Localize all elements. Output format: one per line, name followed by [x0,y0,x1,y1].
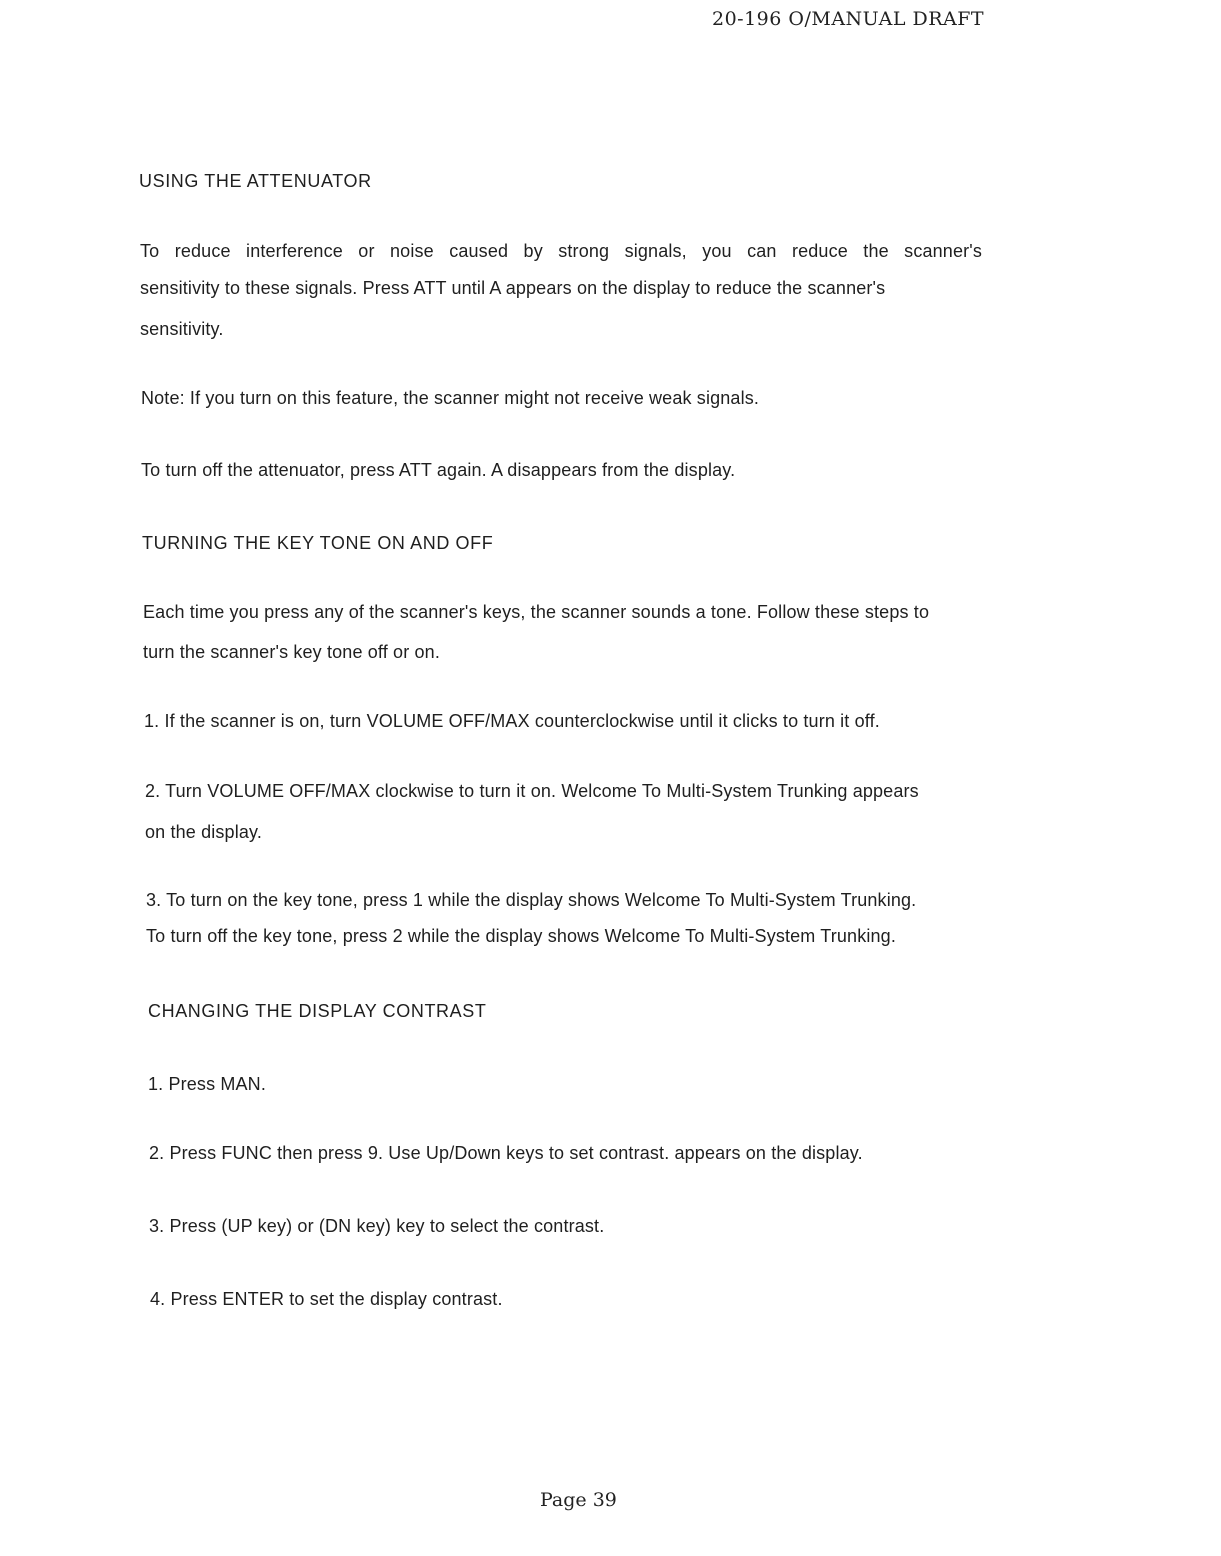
key-tone-step-2-line-1: 2. Turn VOLUME OFF/MAX clockwise to turn it on. Welcome To Multi-System Trunking appears [145,781,919,801]
section-heading-key-tone: TURNING THE KEY TONE ON AND OFF [142,533,494,553]
document-header: 20-196 O/MANUAL DRAFT [712,8,985,30]
key-tone-step-3-line-2: To turn off the key tone, press 2 while the display shows Welcome To Multi-System Trunking. [146,926,896,946]
contrast-step-2: 2. Press FUNC then press 9. Use Up/Down keys to set contrast. appears on the display. [149,1143,863,1163]
section-heading-contrast: CHANGING THE DISPLAY CONTRAST [148,1001,487,1021]
key-tone-intro-line-2: turn the scanner's key tone off or on. [143,642,440,662]
key-tone-intro-line-1: Each time you press any of the scanner's keys, the scanner sounds a tone. Follow these steps to [143,602,930,622]
contrast-step-4: 4. Press ENTER to set the display contrast. [150,1289,503,1309]
key-tone-step-2-line-2: on the display. [145,822,262,842]
section-heading-attenuator: USING THE ATTENUATOR [139,171,372,191]
attenuator-paragraph-line-1: To reduce interference or noise caused by strong signals, you can reduce the scanner's [140,241,982,261]
attenuator-paragraph-line-2: sensitivity to these signals. Press ATT until A appears on the display to reduce the scanner's [140,278,886,298]
attenuator-note: Note: If you turn on this feature, the scanner might not receive weak signals. [141,388,760,408]
contrast-step-1: 1. Press MAN. [148,1074,266,1094]
page-number: Page 39 [540,1489,617,1511]
attenuator-paragraph-line-3: sensitivity. [140,319,224,339]
contrast-step-3: 3. Press (UP key) or (DN key) key to select the contrast. [149,1216,605,1236]
key-tone-step-3-line-1: 3. To turn on the key tone, press 1 while the display shows Welcome To Multi-System Trunking. [146,890,917,910]
attenuator-turn-off: To turn off the attenuator, press ATT again. A disappears from the display. [141,460,736,480]
key-tone-step-1: 1. If the scanner is on, turn VOLUME OFF/MAX counterclockwise until it clicks to turn it off. [144,711,880,731]
